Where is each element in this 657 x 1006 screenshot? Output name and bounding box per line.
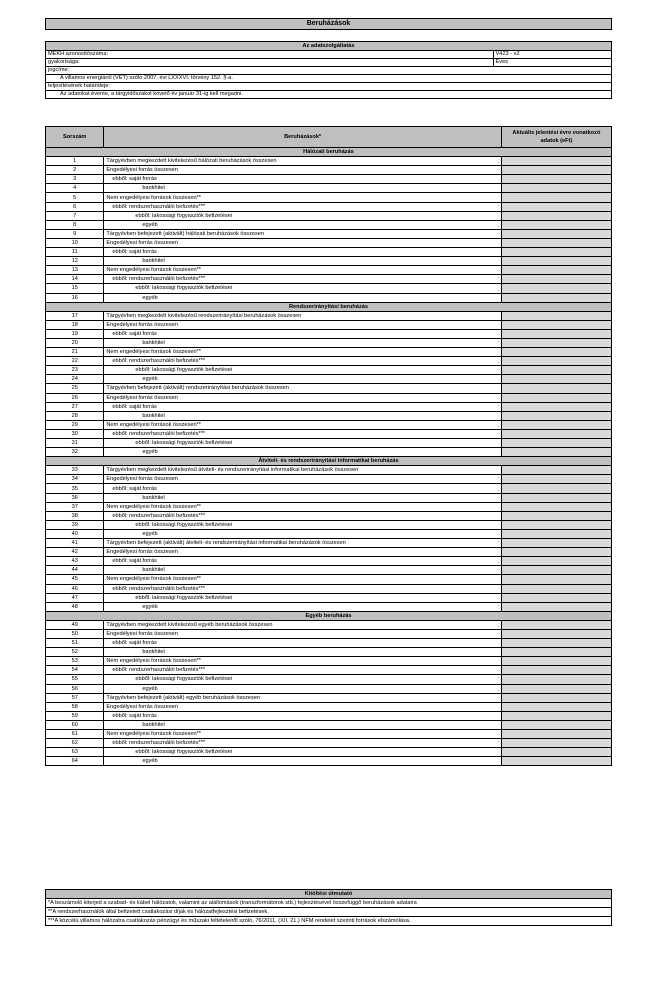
row-number: 12 [46,257,104,266]
row-number: 50 [46,629,104,638]
table-row [46,329,612,338]
table-row [46,266,612,275]
data-input-cell[interactable] [501,602,611,611]
info-legal-basis-text: A villamos energiáról (VET) szóló 2007. évi LXXXVI. törvény 152. §-a. [46,75,612,83]
table-row [46,311,612,320]
data-input-cell[interactable] [501,329,611,338]
section-header: Hálózati beruházás [46,148,612,157]
row-description: Tárgyévben befejezett (aktivált) átviteli- és rendszerirányítási informatikai beruházások összesen [104,539,501,548]
data-input-cell[interactable] [501,493,611,502]
row-description: ebből: lakossági fogyasztók befizetései [104,284,501,293]
row-description: egyéb [104,375,501,384]
data-input-cell[interactable] [501,620,611,629]
row-description: ebből: saját forrás [104,639,501,648]
data-input-cell[interactable] [501,448,611,457]
row-number: 33 [46,466,104,475]
table-row [46,484,612,493]
row-description: Engedélyesi forrás összesen [104,702,501,711]
table-row [46,520,612,529]
row-description: ebből: lakossági fogyasztók befizetései [104,366,501,375]
data-input-cell[interactable] [501,593,611,602]
table-row [46,557,612,566]
row-description: Nem engedélyesi források összesen** [104,730,501,739]
data-input-cell[interactable] [501,675,611,684]
row-number: 38 [46,511,104,520]
section-header: Átviteli- és rendszerirányítási informatikai beruházás [46,457,612,466]
table-row [46,375,612,384]
data-input-cell[interactable] [501,257,611,266]
info-header: Az adatszolgáltatás [46,42,612,51]
row-number: 1 [46,157,104,166]
table-row [46,720,612,729]
table-row [46,711,612,720]
row-number: 14 [46,275,104,284]
info-label-deadline: teljesítésének határideje: [46,83,612,91]
section-header: Egyéb beruházás [46,611,612,620]
table-row [46,357,612,366]
table-row [46,702,612,711]
row-description: Tárgyévben befejezett (aktivált) egyéb beruházások összesen [104,693,501,702]
row-description: ebből: saját forrás [104,402,501,411]
data-input-cell[interactable] [501,520,611,529]
row-description: ebből: saját forrás [104,557,501,566]
row-description: Tárgyévben megkezdett kivitelezésű rendszerirányítási beruházások összesen [104,311,501,320]
table-row [46,348,612,357]
row-number: 64 [46,757,104,766]
table-row [46,429,612,438]
col-header-sorszam: Sorszám [46,127,104,148]
data-input-cell[interactable] [501,366,611,375]
table-row [46,275,612,284]
table-row [46,175,612,184]
row-number: 24 [46,375,104,384]
row-description: ebből: rendszerhasználói befizetés*** [104,584,501,593]
data-input-cell[interactable] [501,730,611,739]
data-input-cell[interactable] [501,693,611,702]
data-input-cell[interactable] [501,657,611,666]
data-input-cell[interactable] [501,402,611,411]
row-number: 27 [46,402,104,411]
table-row [46,757,612,766]
table-row [46,320,612,329]
row-description: Nem engedélyesi források összesen** [104,266,501,275]
table-row [46,248,612,257]
row-number: 8 [46,220,104,229]
table-row [46,393,612,402]
row-number: 22 [46,357,104,366]
row-description: bankhitel [104,493,501,502]
row-number: 56 [46,684,104,693]
table-row [46,184,612,193]
data-input-cell[interactable] [501,584,611,593]
row-description: bankhitel [104,566,501,575]
row-description: egyéb [104,757,501,766]
data-input-cell[interactable] [501,539,611,548]
table-row [46,284,612,293]
data-input-cell[interactable] [501,502,611,511]
row-description: ebből: lakossági fogyasztók befizetései [104,439,501,448]
data-input-cell[interactable] [501,193,611,202]
row-description: bankhitel [104,720,501,729]
col-header-adatok: Aktuális jelentési évre vonatkozó adatok (eFt) [501,127,611,148]
data-input-cell[interactable] [501,248,611,257]
row-number: 4 [46,184,104,193]
table-row [46,593,612,602]
row-number: 40 [46,529,104,538]
row-number: 54 [46,666,104,675]
row-description: Tárgyévben megkezdett kivitelezésű egyéb beruházások összesen [104,620,501,629]
data-input-cell[interactable] [501,702,611,711]
info-label-frequency: gyakorisága: [46,59,494,67]
data-input-cell[interactable] [501,739,611,748]
data-input-cell[interactable] [501,202,611,211]
row-description: ebből: rendszerhasználói befizetés*** [104,357,501,366]
row-description: Tárgyévben megkezdett kivitelezésű hálózati beruházások összesen [104,157,501,166]
data-input-cell[interactable] [501,184,611,193]
row-description: ebből: lakossági fogyasztók befizetései [104,675,501,684]
table-row [46,684,612,693]
table-row [46,384,612,393]
row-description: Nem engedélyesi források összesen** [104,502,501,511]
data-input-cell[interactable] [501,484,611,493]
table-row [46,202,612,211]
data-input-cell[interactable] [501,557,611,566]
row-description: Engedélyesi forrás összesen [104,166,501,175]
row-description: Engedélyesi forrás összesen [104,393,501,402]
row-description: egyéb [104,293,501,302]
row-number: 28 [46,411,104,420]
instruction-note-1: *A beszámoló kiterjed a szabad- és kábel hálózatok, valamint az alállomások (transzformátorok stb.) fejlesztésével összefüggő beruházások adataira [46,899,612,908]
row-number: 62 [46,739,104,748]
table-row [46,229,612,238]
table-row [46,511,612,520]
data-input-cell[interactable] [501,648,611,657]
row-number: 13 [46,266,104,275]
instruction-note-2: **A rendszerhasználók által befizetett csatlakozási díjak és hálózatfejlesztési befizetések. [46,908,612,917]
row-description: ebből: rendszerhasználói befizetés*** [104,666,501,675]
table-row [46,748,612,757]
row-number: 34 [46,475,104,484]
table-row [46,584,612,593]
data-input-cell[interactable] [501,211,611,220]
info-table [45,41,612,99]
table-row [46,666,612,675]
row-description: ebből: rendszerhasználói befizetés*** [104,275,501,284]
row-number: 41 [46,539,104,548]
table-row [46,693,612,702]
row-number: 15 [46,284,104,293]
row-number: 10 [46,238,104,247]
table-row [46,529,612,538]
table-row [46,338,612,347]
row-number: 52 [46,648,104,657]
data-input-cell[interactable] [501,429,611,438]
table-row [46,475,612,484]
row-number: 2 [46,166,104,175]
instructions-table [45,889,612,926]
data-input-cell[interactable] [501,566,611,575]
row-number: 57 [46,693,104,702]
data-input-cell[interactable] [501,420,611,429]
section-header: Rendszerirányítási beruházás [46,302,612,311]
row-description: Nem engedélyesi források összesen** [104,420,501,429]
row-number: 6 [46,202,104,211]
data-input-cell[interactable] [501,284,611,293]
table-row [46,402,612,411]
info-deadline-text: Az adatokat évente, a tárgyidőszakot követő év január 31-ig kell megadni. [46,91,612,99]
row-number: 26 [46,393,104,402]
row-description: Engedélyesi forrás összesen [104,475,501,484]
row-description: ebből: rendszerhasználói befizetés*** [104,202,501,211]
row-description: ebből: saját forrás [104,484,501,493]
row-number: 53 [46,657,104,666]
row-number: 17 [46,311,104,320]
data-input-cell[interactable] [501,275,611,284]
row-description: Tárgyévben megkezdett kivitelezésű átviteli- és rendszerirányítási informatikai beruházások összesen [104,466,501,475]
data-input-cell[interactable] [501,166,611,175]
data-input-cell[interactable] [501,175,611,184]
row-description: Tárgyévben befejezett (aktivált) hálózati beruházások összesen [104,229,501,238]
row-number: 9 [46,229,104,238]
row-number: 59 [46,711,104,720]
data-input-cell[interactable] [501,439,611,448]
row-description: ebből: saját forrás [104,175,501,184]
data-input-cell[interactable] [501,238,611,247]
row-number: 42 [46,548,104,557]
col-header-beruhazasok: Beruházások* [104,127,501,148]
data-input-cell[interactable] [501,466,611,475]
row-description: ebből: rendszerhasználói befizetés*** [104,511,501,520]
row-number: 55 [46,675,104,684]
row-description: ebből: lakossági fogyasztók befizetései [104,593,501,602]
data-input-cell[interactable] [501,157,611,166]
row-number: 29 [46,420,104,429]
table-row [46,730,612,739]
data-input-cell[interactable] [501,575,611,584]
row-description: Nem engedélyesi források összesen** [104,657,501,666]
row-number: 3 [46,175,104,184]
row-number: 30 [46,429,104,438]
row-description: egyéb [104,684,501,693]
row-number: 58 [46,702,104,711]
row-description: ebből: saját forrás [104,329,501,338]
row-description: Engedélyesi forrás összesen [104,629,501,638]
row-number: 19 [46,329,104,338]
table-row [46,629,612,638]
table-row [46,166,612,175]
row-description: egyéb [104,448,501,457]
row-number: 51 [46,639,104,648]
data-input-cell[interactable] [501,720,611,729]
table-row [46,675,612,684]
row-description: ebből: rendszerhasználói befizetés*** [104,429,501,438]
data-input-cell[interactable] [501,757,611,766]
table-row [46,238,612,247]
instructions-header: Kitöltési útmutató [46,890,612,899]
table-row [46,257,612,266]
table-row [46,657,612,666]
table-row [46,566,612,575]
table-row [46,502,612,511]
row-description: Nem engedélyesi források összesen** [104,575,501,584]
row-description: Nem engedélyesi források összesen** [104,348,501,357]
data-input-cell[interactable] [501,357,611,366]
table-row [46,211,612,220]
row-number: 63 [46,748,104,757]
instruction-note-3: ***A közcélú villamos hálózatra csatlakozás pénzügyi és műszaki feltételeiről szóló, 76/2011. (XII. 21.) NFM rendelet szerinti források elszámolása. [46,917,612,926]
data-input-cell[interactable] [501,293,611,302]
data-input-cell[interactable] [501,384,611,393]
row-description: bankhitel [104,648,501,657]
row-description: Engedélyesi forrás összesen [104,548,501,557]
table-row [46,548,612,557]
data-input-cell[interactable] [501,511,611,520]
row-number: 47 [46,593,104,602]
row-number: 5 [46,193,104,202]
table-row [46,466,612,475]
row-number: 18 [46,320,104,329]
table-row [46,602,612,611]
data-input-cell[interactable] [501,666,611,675]
row-description: egyéb [104,529,501,538]
data-input-cell[interactable] [501,220,611,229]
table-row [46,411,612,420]
data-input-cell[interactable] [501,411,611,420]
data-input-cell[interactable] [501,338,611,347]
table-row [46,739,612,748]
row-description: bankhitel [104,338,501,347]
data-input-cell[interactable] [501,348,611,357]
row-number: 49 [46,620,104,629]
row-description: egyéb [104,602,501,611]
table-row [46,620,612,629]
info-value-id: V423 - v2 [493,51,611,59]
table-row [46,157,612,166]
investments-table [45,126,612,766]
data-input-cell[interactable] [501,529,611,538]
row-number: 45 [46,575,104,584]
table-row [46,448,612,457]
table-row [46,193,612,202]
table-row [46,366,612,375]
row-number: 21 [46,348,104,357]
row-description: Tárgyévben befejezett (aktivált) rendszerirányítási beruházások összesen [104,384,501,393]
row-number: 31 [46,439,104,448]
table-row [46,420,612,429]
data-input-cell[interactable] [501,684,611,693]
info-label-legal-basis: jogcíme: [46,67,612,75]
row-description: Nem engedélyesi források összesen** [104,193,501,202]
row-description: ebből: saját forrás [104,711,501,720]
data-input-cell[interactable] [501,393,611,402]
data-input-cell[interactable] [501,320,611,329]
row-description: bankhitel [104,184,501,193]
row-number: 35 [46,484,104,493]
page-title: Beruházások [45,18,612,30]
row-number: 16 [46,293,104,302]
row-number: 11 [46,248,104,257]
data-input-cell[interactable] [501,629,611,638]
data-input-cell[interactable] [501,475,611,484]
row-number: 44 [46,566,104,575]
data-input-cell[interactable] [501,711,611,720]
table-row [46,639,612,648]
row-description: ebből: lakossági fogyasztók befizetései [104,520,501,529]
table-row [46,648,612,657]
row-number: 37 [46,502,104,511]
table-row [46,439,612,448]
row-number: 46 [46,584,104,593]
row-description: bankhitel [104,411,501,420]
table-row [46,539,612,548]
row-number: 36 [46,493,104,502]
row-number: 48 [46,602,104,611]
row-number: 32 [46,448,104,457]
row-number: 43 [46,557,104,566]
data-input-cell[interactable] [501,229,611,238]
row-description: Engedélyesi forrás összesen [104,238,501,247]
row-number: 7 [46,211,104,220]
table-row [46,220,612,229]
data-input-cell[interactable] [501,748,611,757]
row-description: bankhitel [104,257,501,266]
row-description: ebből: saját forrás [104,248,501,257]
table-row [46,293,612,302]
row-description: ebből: lakossági fogyasztók befizetései [104,211,501,220]
table-row [46,575,612,584]
data-input-cell[interactable] [501,548,611,557]
data-input-cell[interactable] [501,266,611,275]
row-number: 39 [46,520,104,529]
row-number: 61 [46,730,104,739]
row-number: 23 [46,366,104,375]
data-input-cell[interactable] [501,639,611,648]
table-row [46,493,612,502]
info-value-frequency: Éves [493,59,611,67]
row-description: Engedélyesi forrás összesen [104,320,501,329]
data-input-cell[interactable] [501,375,611,384]
row-number: 20 [46,338,104,347]
row-number: 60 [46,720,104,729]
row-description: ebből: rendszerhasználói befizetés*** [104,739,501,748]
row-description: ebből: lakossági fogyasztók befizetései [104,748,501,757]
data-input-cell[interactable] [501,311,611,320]
row-number: 25 [46,384,104,393]
row-description: egyéb [104,220,501,229]
info-label-id: MEKH azonosítószáma: [46,51,494,59]
